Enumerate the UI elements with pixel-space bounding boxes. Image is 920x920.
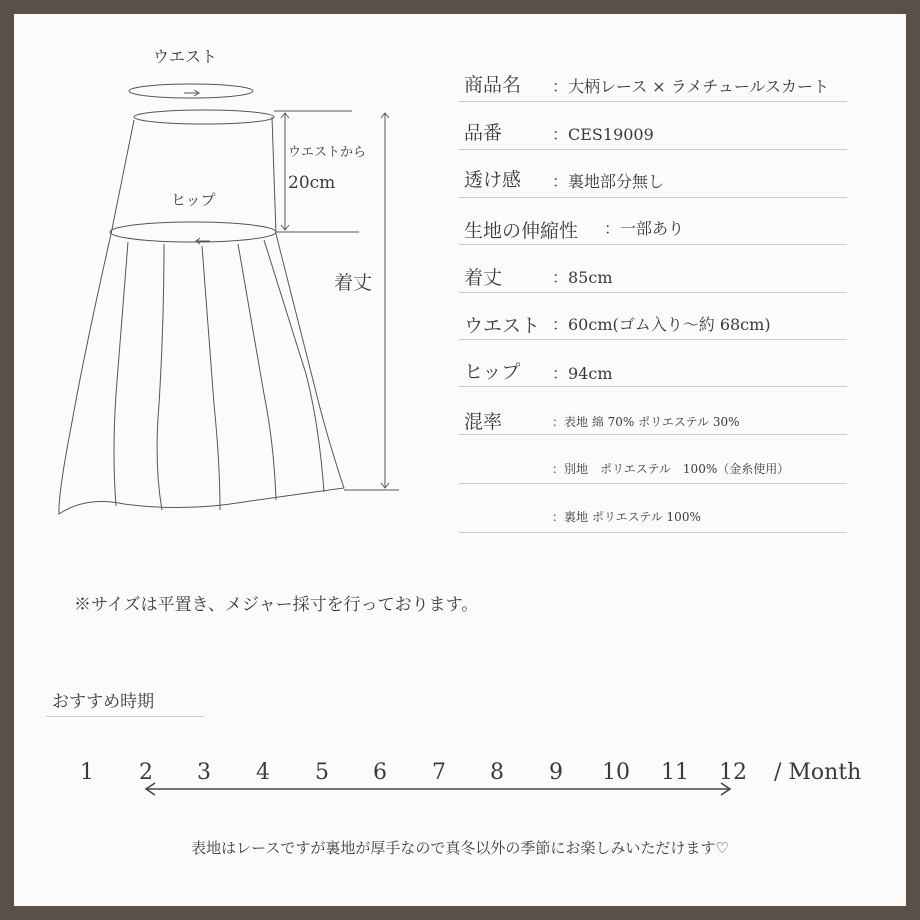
month-1: 1 <box>80 760 94 785</box>
spec-divider <box>459 483 847 484</box>
month-4: 4 <box>256 760 270 785</box>
spec-label-product-name: 商品名 <box>464 74 522 96</box>
spec-value-blend-lining: ：裏地 ポリエステル 100% <box>552 510 701 524</box>
spec-label-blend: 混率 <box>464 411 503 433</box>
spec-label-sheerness: 透け感 <box>464 169 522 191</box>
month-6: 6 <box>373 760 387 785</box>
month-7: 7 <box>432 760 446 785</box>
spec-value-stretch: ：一部あり <box>604 219 685 238</box>
spec-label-stretch: 生地の伸縮性 <box>464 220 579 242</box>
month-2: 2 <box>139 760 153 785</box>
spec-value-hip: ：94cm <box>552 364 613 383</box>
spec-divider <box>459 434 847 435</box>
spec-label-length: 着丈 <box>464 267 503 289</box>
spec-divider <box>459 532 847 533</box>
from-waist-label: ウエストから <box>288 145 367 160</box>
season-title-underline <box>46 716 204 717</box>
month-11: 11 <box>661 760 689 785</box>
spec-value-length: ：85cm <box>552 268 613 287</box>
season-title: おすすめ時期 <box>52 692 155 712</box>
spec-label-waist: ウエスト <box>464 315 541 337</box>
hip-ellipse <box>110 222 276 242</box>
month-10: 10 <box>602 760 630 785</box>
spec-value-blend-alt: ：別地 ポリエステル 100%（金糸使用） <box>552 462 790 476</box>
month-5: 5 <box>315 760 329 785</box>
spec-value-sheerness: ：裏地部分無し <box>552 172 665 191</box>
month-3: 3 <box>197 760 211 785</box>
product-card <box>14 14 906 906</box>
spec-divider <box>459 386 847 387</box>
spec-value-product-name: ：大柄レース × ラメチュールスカート <box>552 77 830 96</box>
spec-value-waist: ：60cm(ゴム入り～約 68cm) <box>552 315 771 334</box>
spec-divider <box>459 197 847 198</box>
size-note: ※サイズは平置き、メジャー採寸を行っております。 <box>74 595 479 615</box>
spec-divider <box>459 101 847 102</box>
hip-label: ヒップ <box>171 191 216 209</box>
month-9: 9 <box>549 760 563 785</box>
waist-label: ウエスト <box>153 47 218 66</box>
spec-divider <box>459 292 847 293</box>
spec-label-hip: ヒップ <box>464 361 521 383</box>
month-8: 8 <box>490 760 504 785</box>
spec-divider <box>459 149 847 150</box>
from-waist-value: 20cm <box>288 173 336 193</box>
spec-value-blend: ：表地 綿 70% ポリエステル 30% <box>552 415 740 429</box>
spec-label-item-number: 品番 <box>464 122 503 144</box>
footer-message: 表地はレースですが裏地が厚手なので真冬以外の季節にお楽しみいただけます♡ <box>191 839 729 857</box>
length-label: 着丈 <box>334 272 373 294</box>
waist-ellipse <box>129 84 253 98</box>
month-12: 12 <box>719 760 747 785</box>
spec-value-item-number: ：CES19009 <box>552 125 654 144</box>
skirt-waistband <box>134 110 274 124</box>
month-unit: / Month <box>774 760 862 785</box>
spec-divider <box>459 339 847 340</box>
spec-divider <box>459 244 847 245</box>
